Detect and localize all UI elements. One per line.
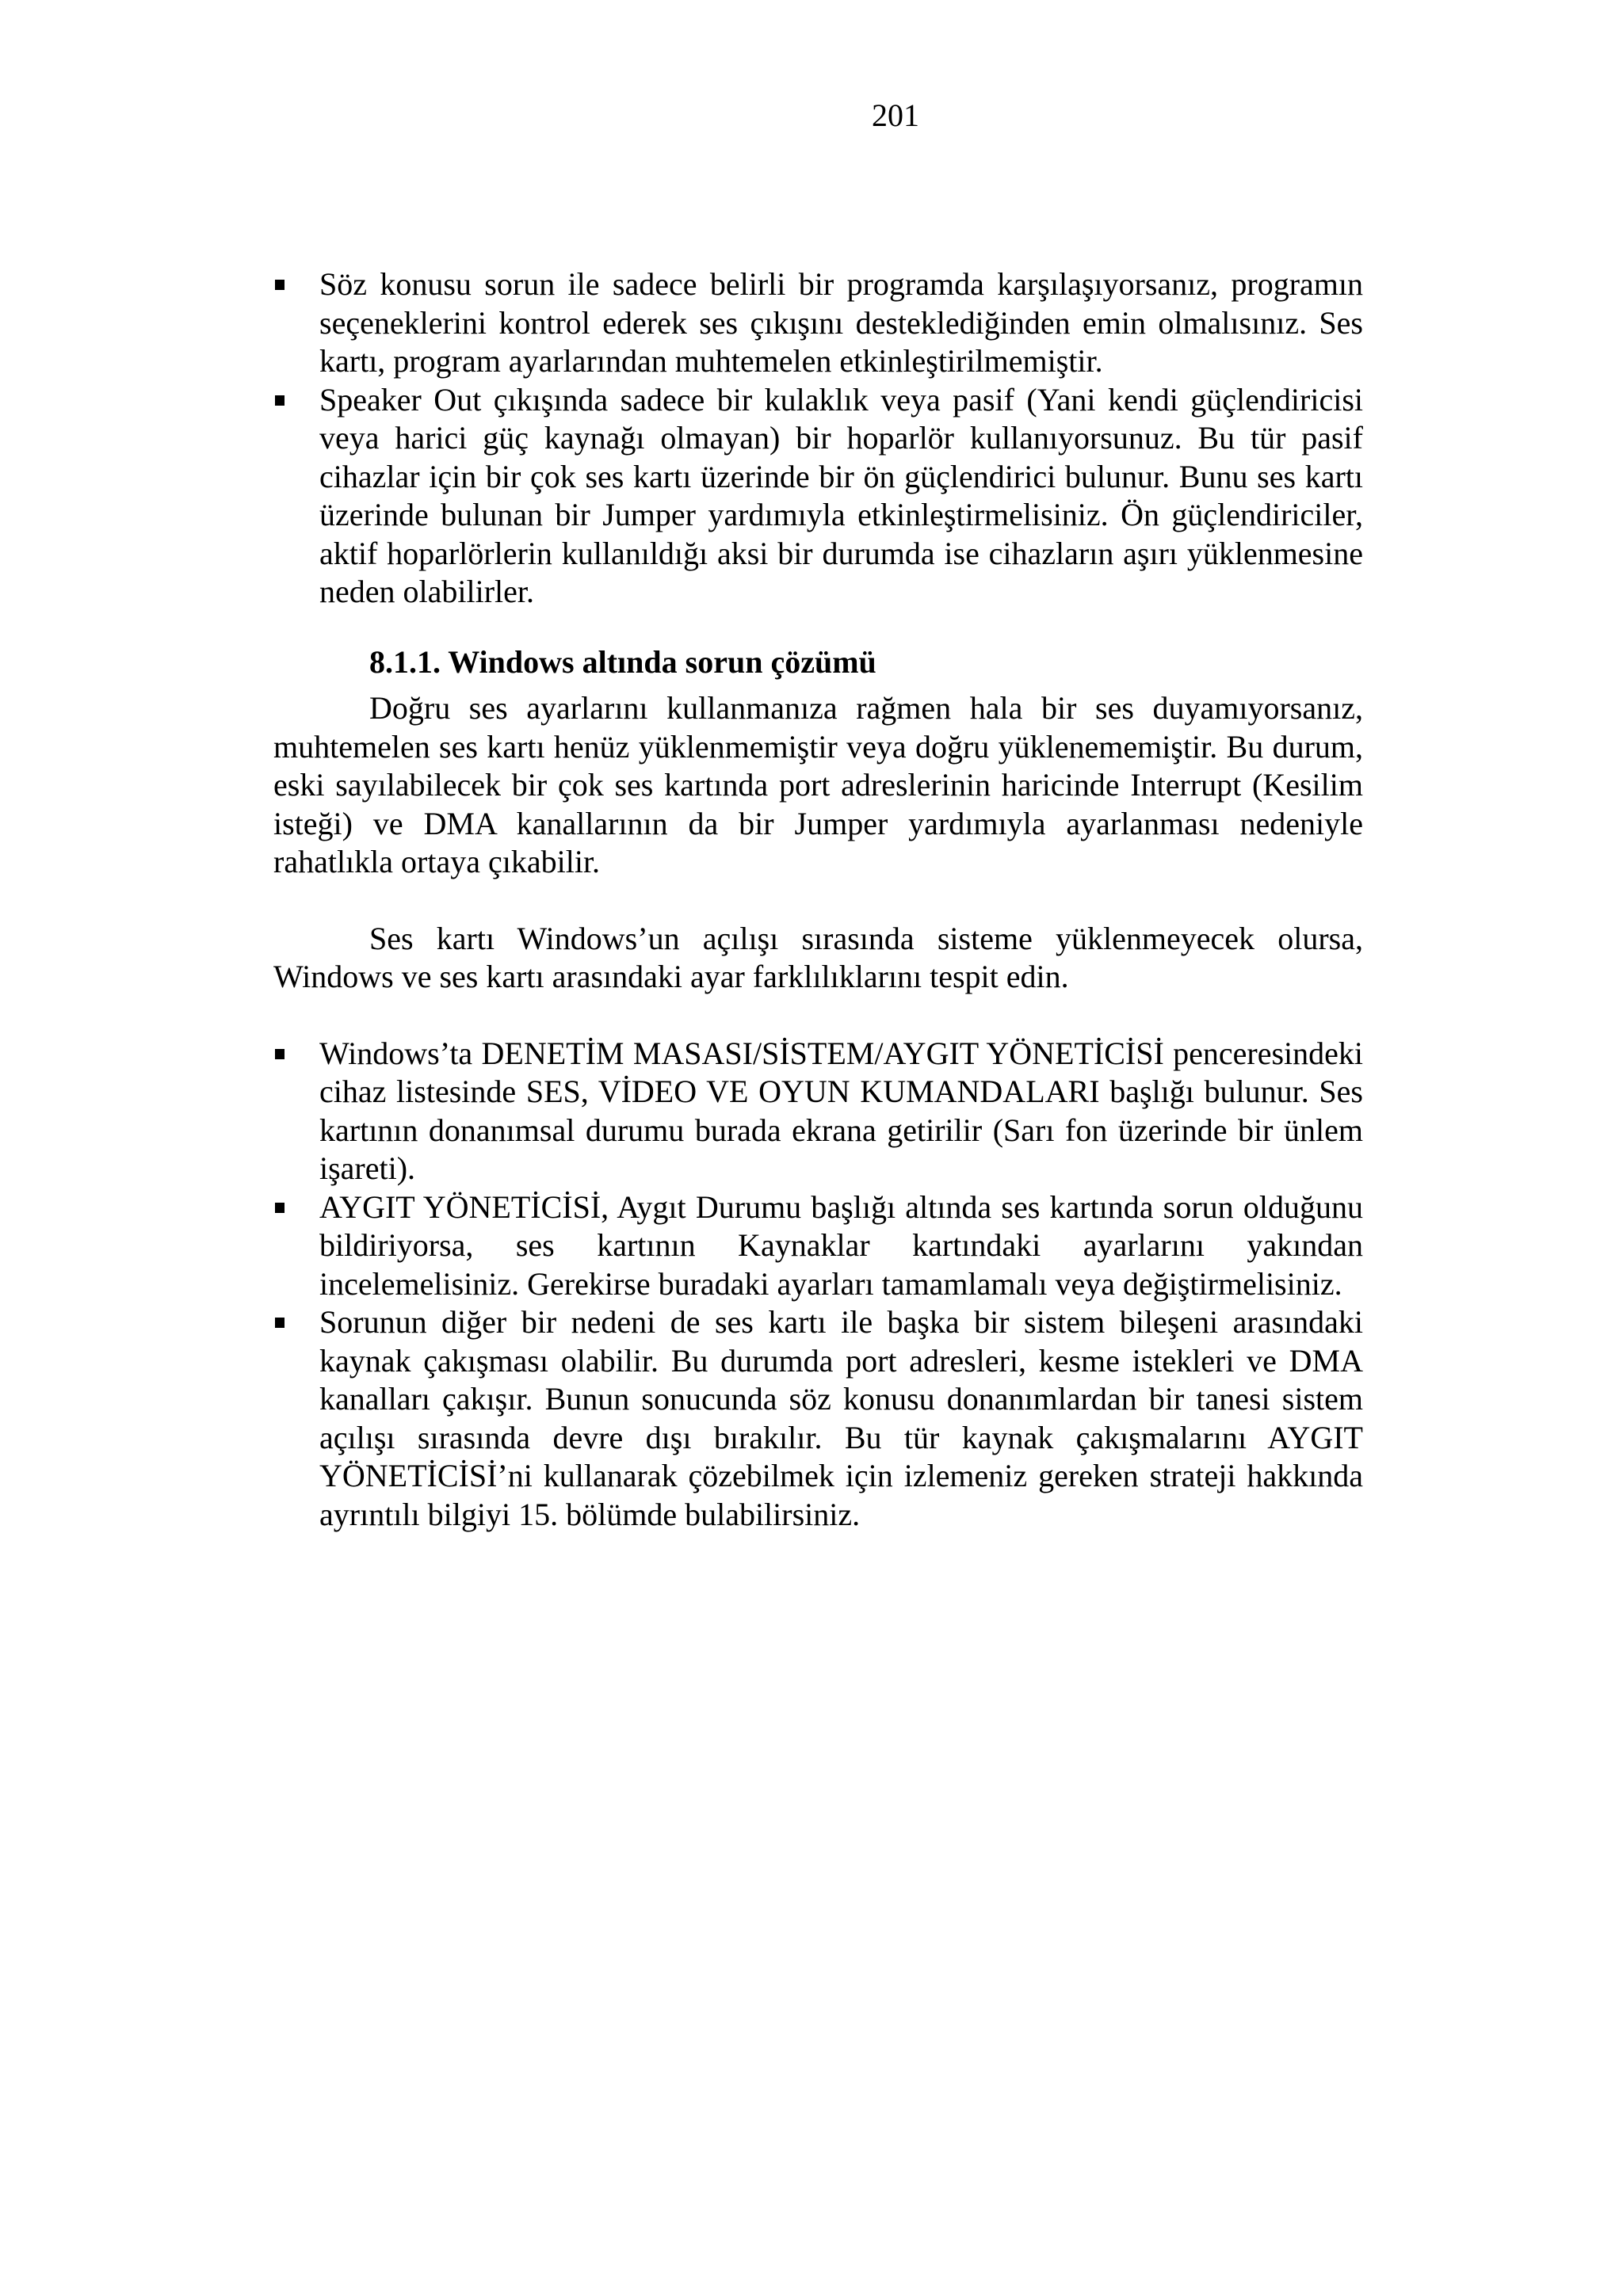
page-number: 201: [872, 97, 919, 133]
list-item-text: Sorunun diğer bir nedeni de ses kartı ile başka bir sistem bileşeni arasındaki kaynak çakışması olabilir. Bu durumda port adresleri, kesme istekleri ve DMA kanalları çakışır. Bunun sonucunda söz konusu donanımlardan bir tanesi sistem açılışı sırasında devre dışı bırakılır. Bu tür kaynak çakışmalarını AYGIT YÖNETİCİSİ’ni kullanarak çözebilmek için izlemeniz gereken strateji hakkında ayrıntılı bilgiyi 15. bölümde bulabilirsiniz.: [319, 1304, 1363, 1532]
list-item-text: Söz konusu sorun ile sadece belirli bir programda karşılaşıyorsanız, programın seçeneklerini kontrol ederek ses çıkışını desteklediğinden emin olmalısınız. Ses kartı, program ayarlarından muhtemelen etkinleştirilmemiştir.: [319, 266, 1363, 379]
list-item: [273, 1303, 1363, 1534]
list-item: [273, 1188, 1363, 1304]
square-bullet-icon: [275, 1318, 285, 1328]
square-bullet-icon: [275, 395, 285, 406]
bullet-list-2: [273, 1035, 1363, 1535]
square-bullet-icon: [275, 280, 285, 290]
bullet-list-1: [273, 265, 1363, 612]
section-heading: 8.1.1. Windows altında sorun çözümü: [369, 643, 876, 680]
list-item: [273, 265, 1363, 381]
page-content: [273, 265, 1363, 1534]
body-paragraph: Ses kartı Windows’un açılışı sırasında sisteme yüklenmeyecek olursa, Windows ve ses kartı arasındaki ayar farklılıklarını tespit edin.: [273, 920, 1363, 994]
list-item-text: Windows’ta DENETİM MASASI/SİSTEM/AYGIT YÖNETİCİSİ penceresindeki cihaz listesinde SES, VİDEO VE OYUN KUMANDALARI başlığı bulunur. Ses kartının donanımsal durumu burada ekrana getirilir (Sarı fon üzerinde bir ünlem işareti).: [319, 1035, 1363, 1186]
square-bullet-icon: [275, 1049, 285, 1059]
list-item: [273, 1035, 1363, 1188]
square-bullet-icon: [275, 1203, 285, 1213]
body-paragraph: Doğru ses ayarlarını kullanmanıza rağmen hala bir ses duyamıyorsanız, muhtemelen ses kartı henüz yüklenmemiştir veya doğru yüklenememiştir. Bu durum, eski sayılabilecek bir çok ses kartında port adreslerinin haricinde Interrupt (Kesilim isteği) ve DMA kanallarının da bir Jumper yardımıyla ayarlanması nedeniyle rahatlıkla ortaya çıkabilir.: [273, 690, 1363, 879]
list-item: [273, 381, 1363, 612]
list-item-text: Speaker Out çıkışında sadece bir kulaklık veya pasif (Yani kendi güçlendiricisi veya harici güç kaynağı olmayan) bir hoparlör kullanıyorsunuz. Bu tür pasif cihazlar için bir çok ses kartı üzerinde bir ön güçlendirici bulunur. Bunu ses kartı üzerinde bulunan bir Jumper yardımıyla etkinleştirmelisiniz. Ön güçlendiriciler, aktif hoparlörlerin kullanıldığı aksi bir durumda ise cihazların aşırı yüklenmesine neden olabilirler.: [319, 381, 1363, 609]
list-item-text: AYGIT YÖNETİCİSİ, Aygıt Durumu başlığı altında ses kartında sorun olduğunu bildiriyorsa, ses kartının Kaynaklar kartındaki ayarlarını yakından incelemelisiniz. Gerekirse buradaki ayarları tamamlamalı veya değiştirmelisiniz.: [319, 1188, 1363, 1302]
